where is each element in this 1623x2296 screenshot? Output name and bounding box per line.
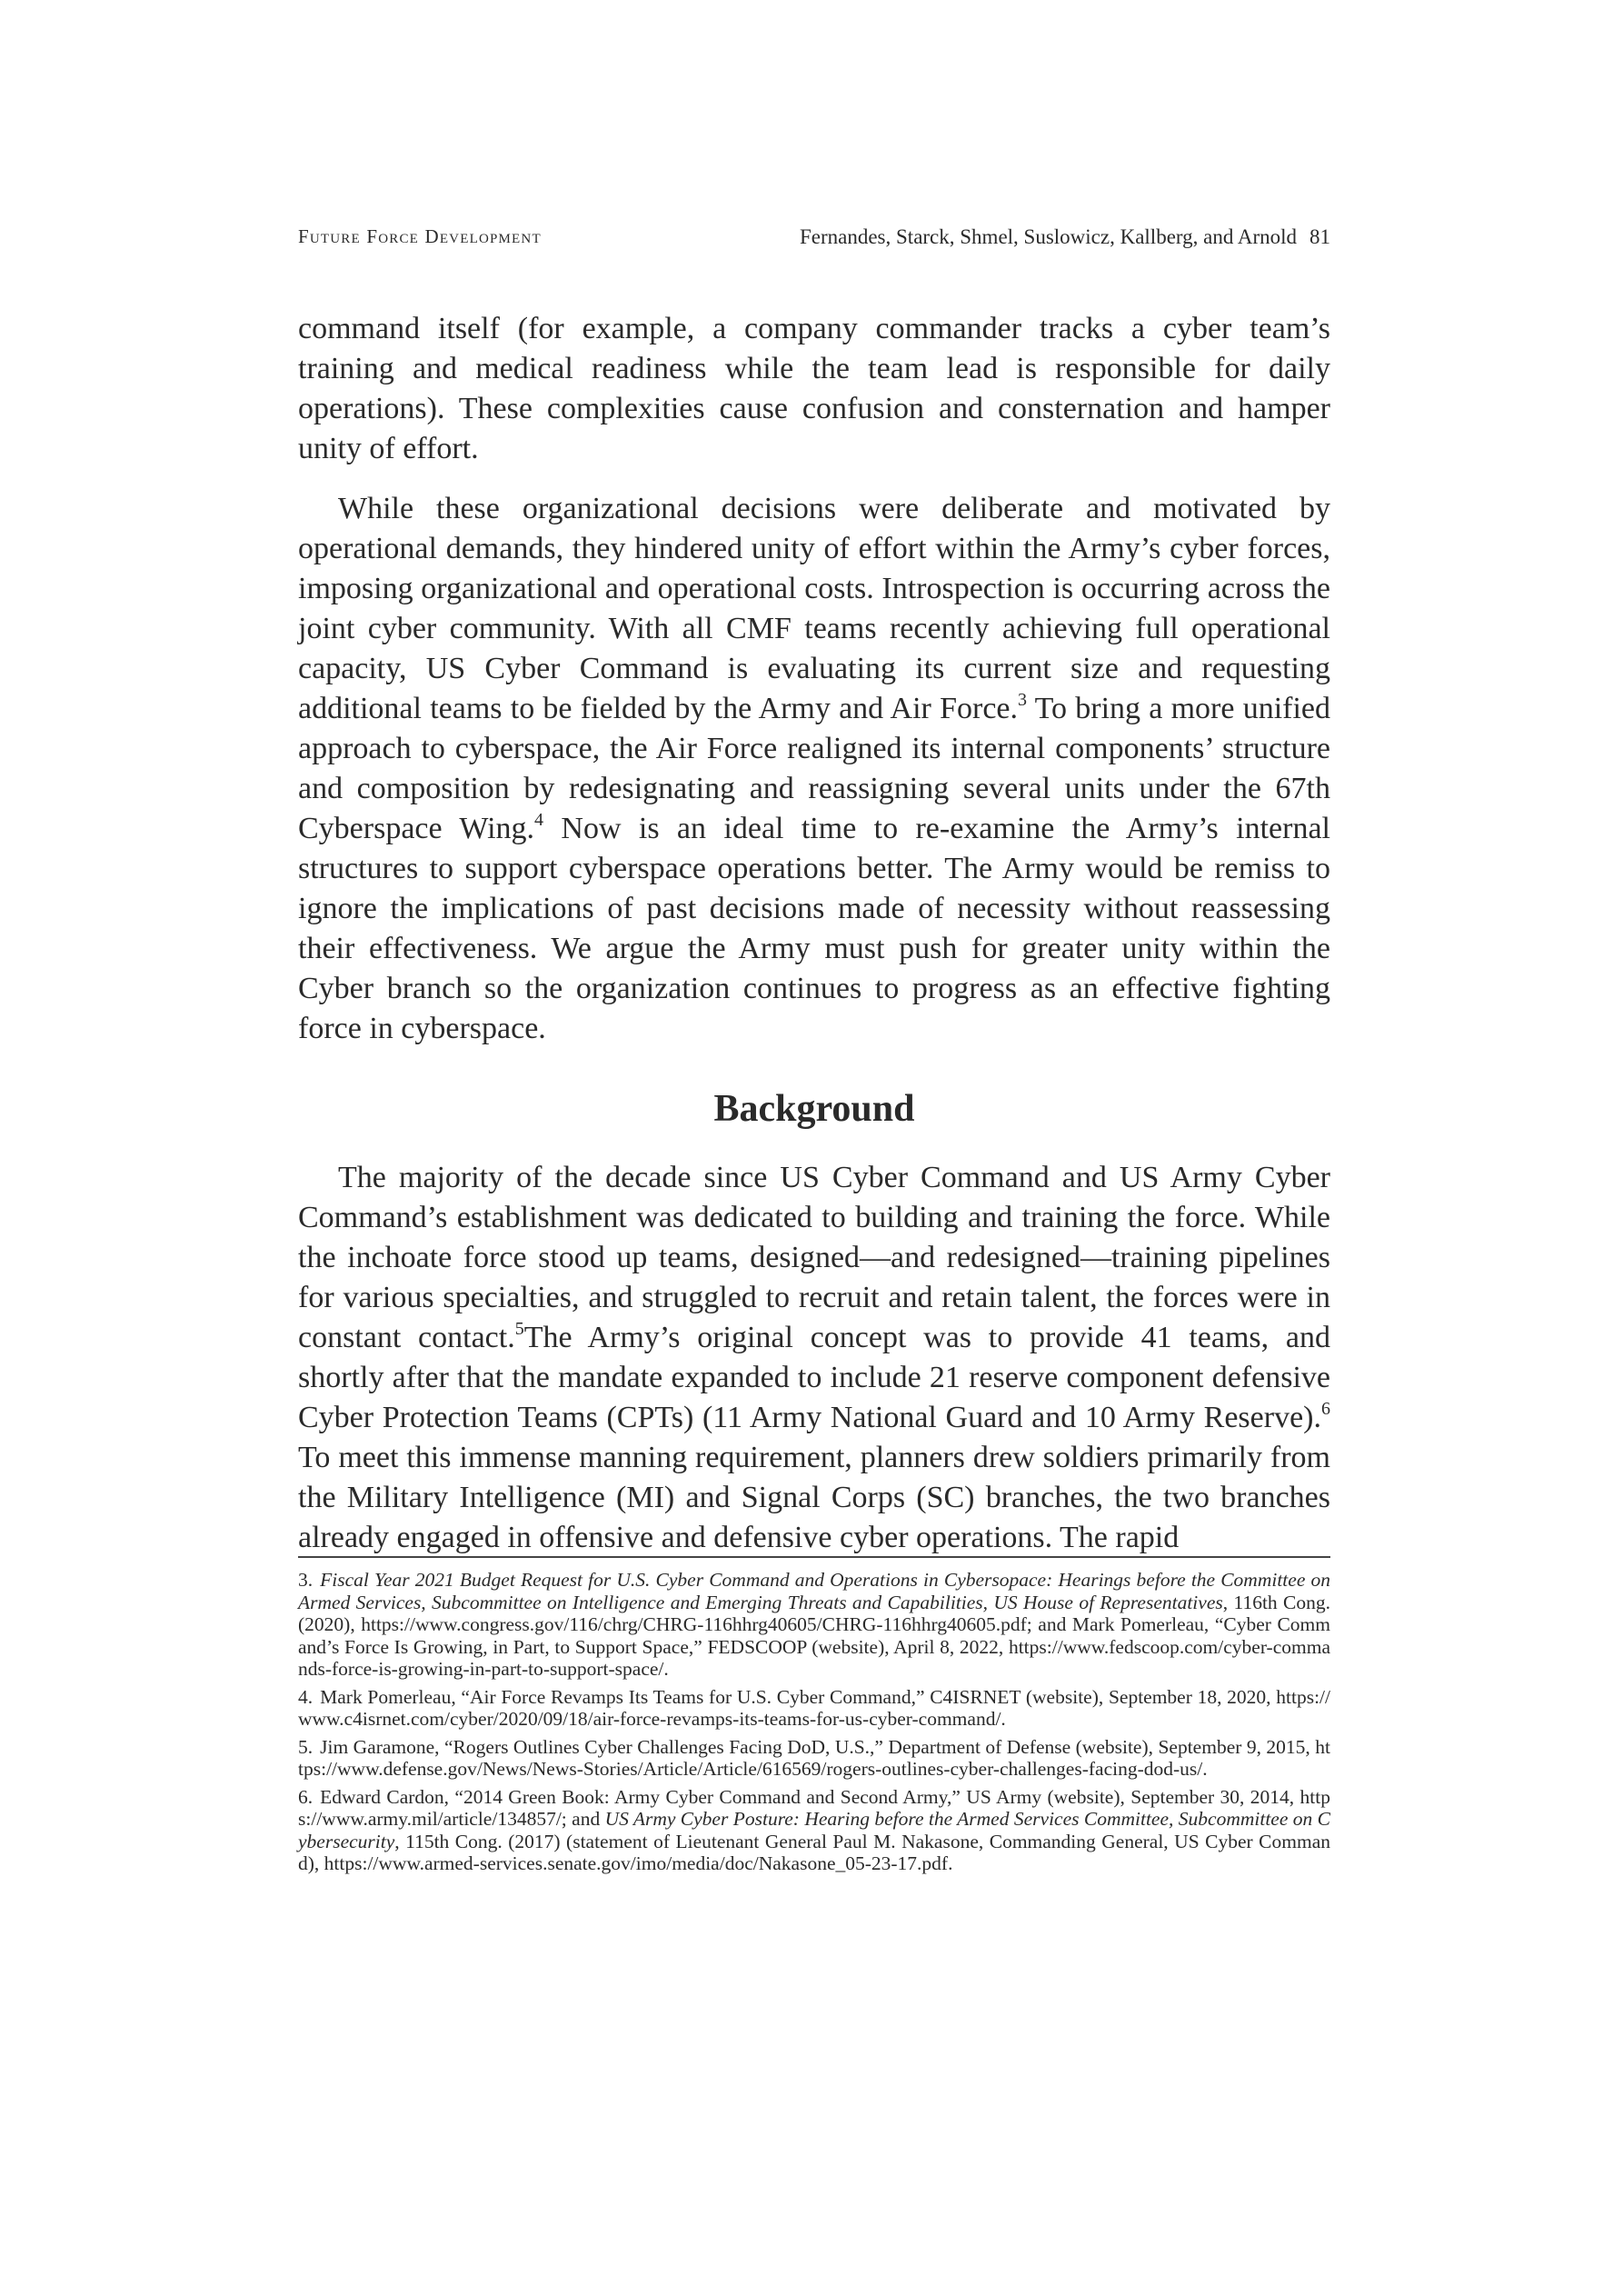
footnotes bbox=[298, 1569, 1330, 1881]
footnote-3-text: , 116th Cong. (2020), https://www.congress.gov/116/chrg/CHRG-116hhrg40605/CHRG-116hhrg40605.pdf; and Mark Pomerleau, “Cyber Command’s Force Is Growing, in Part, to Support Space,” FEDSCOOP (website), April 8, 2022, https://www.fedscoop.com/cyber-commands-force-is-growing-in-part-to-support-space/. bbox=[298, 1591, 1330, 1680]
footnote-6-title: US Army Cyber Posture: Hearing before the Armed Services Committee, Subcommittee on Cybersecurity bbox=[298, 1808, 1330, 1852]
paragraph-2-part-c: Now is an ideal time to re-examine the Army’s internal structures to support cyberspace operations better. The Army would be remiss to ignore the implications of past decisions made of necessity without reassessing their effectiveness. We argue the Army must push for greater unity within the Cyber branch so the organization continues to progress as an effective fighting force in cyberspace. bbox=[298, 812, 1330, 1045]
page-number: 81 bbox=[1309, 225, 1330, 248]
footnote-3-number: 3. bbox=[298, 1569, 314, 1591]
footnote-ref-5[interactable]: 5 bbox=[514, 1319, 524, 1339]
footnote-6 bbox=[298, 1786, 1330, 1875]
footnote-6-text-b: , 115th Cong. (2017) (statement of Lieutenant General Paul M. Nakasone, Commanding General, US Cyber Command), https://www.armed-services.senate.gov/imo/media/doc/Nakasone_05-23-17.pdf. bbox=[298, 1830, 1330, 1874]
running-title: Future Force Development bbox=[298, 225, 542, 247]
footnote-6-number: 6. bbox=[298, 1785, 314, 1808]
paragraph-1: command itself (for example, a company commander tracks a cyber team’s training and medical readiness while the team lead is responsible for daily operations). These complexities cause confusion and consternation and hamper unity of effort. bbox=[298, 312, 1330, 465]
paragraph-3-part-c: To meet this immense manning requirement, planners drew soldiers primarily from the Military Intelligence (MI) and Signal Corps (SC) branches, the two branches already engaged in offensive and defensive cyber operations. The rapid bbox=[298, 1441, 1330, 1554]
running-authors bbox=[800, 225, 1330, 249]
author-list: Fernandes, Starck, Shmel, Suslowicz, Kallberg, and Arnold bbox=[799, 225, 1297, 248]
section-heading: Background bbox=[713, 1088, 915, 1130]
footnote-6-text-a: Edward Cardon, “2014 Green Book: Army Cyber Command and Second Army,” US Army (website), September 30, 2014, https://www.army.mil/article/134857/; and bbox=[298, 1785, 1330, 1830]
footnote-divider bbox=[298, 1556, 1330, 1558]
paragraph-3-part-b: The Army’s original concept was to provide 41 teams, and shortly after that the mandate expanded to include 21 reserve component defensive Cyber Protection Teams (CPTs) (11 Army National Guard and 10 Army Reserve). bbox=[298, 1321, 1330, 1434]
running-header bbox=[298, 225, 1330, 253]
footnote-5-number: 5. bbox=[298, 1735, 314, 1758]
footnote-3-title: Fiscal Year 2021 Budget Request for U.S. Cyber Command and Operations in Cybersopace: Hearings before the Committee on Armed Services, Subcommittee on Intelligence and Emerging Threats and Capabilities, US House of Representatives bbox=[298, 1569, 1330, 1613]
footnote-ref-6[interactable]: 6 bbox=[1321, 1399, 1330, 1419]
paragraph-2 bbox=[298, 489, 1330, 1049]
paragraph-2-part-b: To bring a more unified approach to cyberspace, the Air Force realigned its internal components’ structure and composition by redesignating and reassigning several units under the 67th Cyberspace Wing. bbox=[298, 692, 1331, 845]
footnote-5 bbox=[298, 1736, 1330, 1781]
paragraph-3-part-a: The majority of the decade since US Cyber Command and US Army Cyber Command’s establishment was dedicated to building and training the force. While the inchoate force stood up teams, designed—and redesigned—training pipelines for various specialties, and struggled to recruit and retain talent, the forces were in constant contact. bbox=[298, 1161, 1330, 1354]
footnote-4-number: 4. bbox=[298, 1685, 314, 1708]
footnote-ref-3[interactable]: 3 bbox=[1018, 690, 1028, 710]
footnote-3 bbox=[298, 1569, 1330, 1681]
paragraph-2-part-a: While these organizational decisions were deliberate and motivated by operational demands, they hindered unity of effort within the Army’s cyber forces, imposing organizational and operational costs. Introspection is occurring across the joint cyber community. With all CMF teams recently achieving full operational capacity, US Cyber Command is evaluating its current size and requesting additional teams to be fielded by the Army and Air Force. bbox=[298, 492, 1330, 725]
footnote-4 bbox=[298, 1686, 1330, 1731]
footnote-4-text: Mark Pomerleau, “Air Force Revamps Its Teams for U.S. Cyber Command,” C4ISRNET (website), September 18, 2020, https://www.c4isrnet.com/cyber/2020/09/18/air-force-revamps-its-teams-for-us-cyber-command/. bbox=[298, 1685, 1330, 1730]
footnote-ref-4[interactable]: 4 bbox=[534, 810, 544, 830]
footnote-5-text: Jim Garamone, “Rogers Outlines Cyber Challenges Facing DoD, U.S.,” Department of Defense (website), September 9, 2015, https://www.defense.gov/News/News-Stories/Article/Article/616569/rogers-outlines-cyber-challenges-facing-dod-us/. bbox=[298, 1735, 1330, 1780]
body-text bbox=[298, 309, 1330, 1578]
paragraph-3 bbox=[298, 1158, 1330, 1558]
